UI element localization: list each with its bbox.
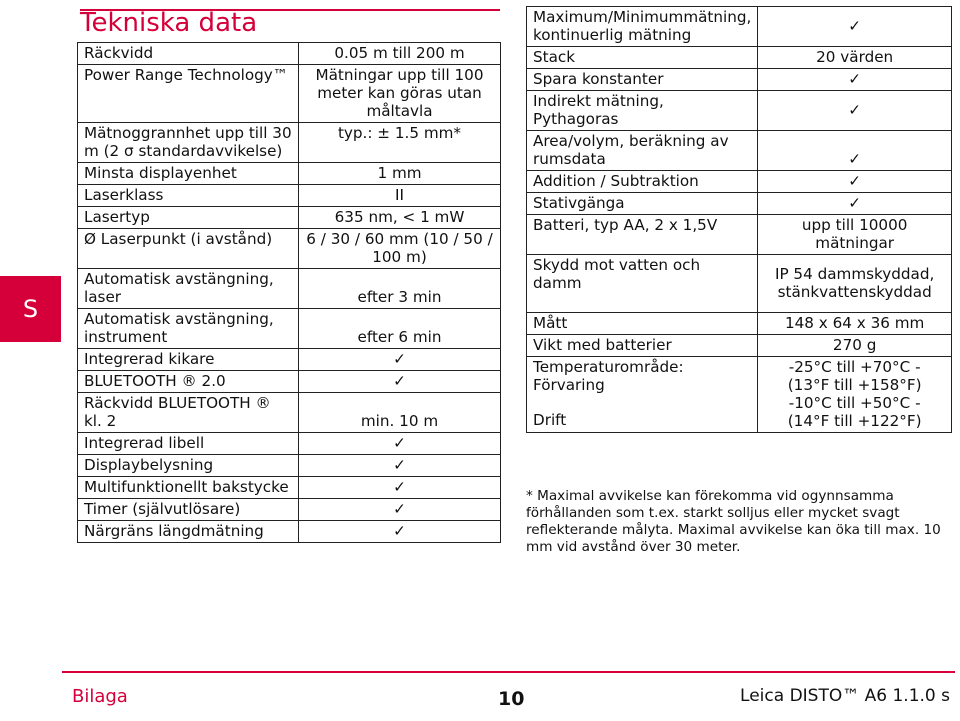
table-row — [527, 69, 952, 91]
spec-value: min. 10 m — [299, 393, 501, 433]
table-row — [78, 207, 501, 229]
spec-label: Stack — [527, 47, 758, 69]
table-row — [527, 255, 952, 313]
storage-temperature: -25°C till +70°C -(13°F till +158°F) — [787, 358, 922, 394]
table-row — [78, 163, 501, 185]
table-row — [527, 215, 952, 255]
table-row — [78, 499, 501, 521]
spec-label: Indirekt mätning, Pythagoras — [527, 91, 758, 131]
spec-value: Mätningar upp till 100 meter kan göras utan måltavla — [299, 65, 501, 123]
table-row — [78, 521, 501, 543]
spec-label: Räckvidd — [78, 43, 299, 65]
spec-label: Skydd mot vatten och damm — [527, 255, 758, 313]
spec-label: Integrerad kikare — [78, 349, 299, 371]
spec-label: Automatisk avstängning, laser — [78, 269, 299, 309]
section-tab: S — [0, 276, 61, 342]
spec-label: BLUETOOTH ® 2.0 — [78, 371, 299, 393]
spec-label: Integrerad libell — [78, 433, 299, 455]
spec-label: Area/volym, beräkning av rumsdata — [527, 131, 758, 171]
check-mark: ✓ — [758, 7, 952, 47]
table-row — [527, 313, 952, 335]
table-row — [78, 65, 501, 123]
temperature-label: Temperaturområde: — [533, 358, 684, 376]
table-row — [527, 171, 952, 193]
check-mark: ✓ — [299, 521, 501, 543]
table-row — [78, 43, 501, 65]
storage-label: Förvaring — [533, 376, 605, 394]
check-mark: ✓ — [299, 371, 501, 393]
table-row — [78, 229, 501, 269]
check-mark: ✓ — [758, 193, 952, 215]
spec-label: Stativgänga — [527, 193, 758, 215]
page-number: 10 — [498, 688, 525, 710]
table-row — [78, 393, 501, 433]
spec-label: Displaybelysning — [78, 455, 299, 477]
table-row — [78, 309, 501, 349]
table-row — [527, 91, 952, 131]
check-mark: ✓ — [758, 91, 952, 131]
table-row — [78, 455, 501, 477]
spec-value: 20 värden — [758, 47, 952, 69]
spec-value: 0.05 m till 200 m — [299, 43, 501, 65]
table-row — [527, 7, 952, 47]
check-mark: ✓ — [758, 131, 952, 171]
check-mark: ✓ — [299, 349, 501, 371]
check-mark: ✓ — [758, 69, 952, 91]
table-row — [527, 131, 952, 171]
spec-label: Räckvidd BLUETOOTH ® kl. 2 — [78, 393, 299, 433]
spec-value: IP 54 dammskyddad, stänkvattenskyddad — [758, 255, 952, 313]
spec-label: Timer (självutlösare) — [78, 499, 299, 521]
page-title: Tekniska data — [80, 8, 258, 38]
operation-temperature: -10°C till +50°C -(14°F till +122°F) — [787, 394, 922, 430]
spec-value: upp till 10000 mätningar — [758, 215, 952, 255]
check-mark: ✓ — [299, 477, 501, 499]
temperature-value-cell — [758, 357, 952, 433]
check-mark: ✓ — [758, 171, 952, 193]
spec-label: Multifunktionellt bakstycke — [78, 477, 299, 499]
spec-label: Mått — [527, 313, 758, 335]
spec-value: typ.: ± 1.5 mm* — [299, 123, 501, 163]
spec-label: Ø Laserpunkt (i avstånd) — [78, 229, 299, 269]
spec-value: 270 g — [758, 335, 952, 357]
footer-rule — [62, 671, 955, 673]
spec-label: Mätnoggrannhet upp till 30 m (2 σ standardavvikelse) — [78, 123, 299, 163]
table-row — [527, 193, 952, 215]
spec-label: Lasertyp — [78, 207, 299, 229]
table-row — [78, 269, 501, 309]
spec-label: Batteri, typ AA, 2 x 1,5V — [527, 215, 758, 255]
spec-value: 6 / 30 / 60 mm (10 / 50 / 100 m) — [299, 229, 501, 269]
table-row — [78, 123, 501, 163]
spec-label: Vikt med batterier — [527, 335, 758, 357]
spec-value: 1 mm — [299, 163, 501, 185]
table-row — [78, 185, 501, 207]
table-row — [78, 371, 501, 393]
spec-value: 148 x 64 x 36 mm — [758, 313, 952, 335]
spec-label: Maximum/Minimummätning, kontinuerlig mätning — [527, 7, 758, 47]
spec-label: Automatisk avstängning, instrument — [78, 309, 299, 349]
spec-label: Power Range Technology™ — [78, 65, 299, 123]
spec-value: efter 6 min — [299, 309, 501, 349]
spec-label: Laserklass — [78, 185, 299, 207]
check-mark: ✓ — [299, 499, 501, 521]
table-row — [527, 357, 952, 433]
table-row — [527, 47, 952, 69]
temperature-label-cell — [527, 357, 758, 433]
table-row — [78, 433, 501, 455]
spec-label: Minsta displayenhet — [78, 163, 299, 185]
spec-value: 635 nm, < 1 mW — [299, 207, 501, 229]
spec-label: Addition / Subtraktion — [527, 171, 758, 193]
footer-section: Bilaga — [72, 686, 128, 707]
spec-label: Spara konstanter — [527, 69, 758, 91]
spec-table-right — [526, 6, 952, 433]
footer-product: Leica DISTO™ A6 1.1.0 s — [740, 686, 950, 706]
spec-value: II — [299, 185, 501, 207]
table-row — [78, 349, 501, 371]
spec-table-left — [77, 42, 501, 543]
check-mark: ✓ — [299, 455, 501, 477]
check-mark: ✓ — [299, 433, 501, 455]
spec-label: Närgräns längdmätning — [78, 521, 299, 543]
spec-value: efter 3 min — [299, 269, 501, 309]
table-row — [527, 335, 952, 357]
footnote: * Maximal avvikelse kan förekomma vid ogynnsamma förhållanden som t.ex. starkt solljus eller mycket svagt reflekterande målyta. Maximal avvikelse kan öka till max. 10 mm vid avstånd över 30 meter. — [526, 488, 941, 555]
operation-label: Drift — [533, 411, 567, 429]
table-row — [78, 477, 501, 499]
